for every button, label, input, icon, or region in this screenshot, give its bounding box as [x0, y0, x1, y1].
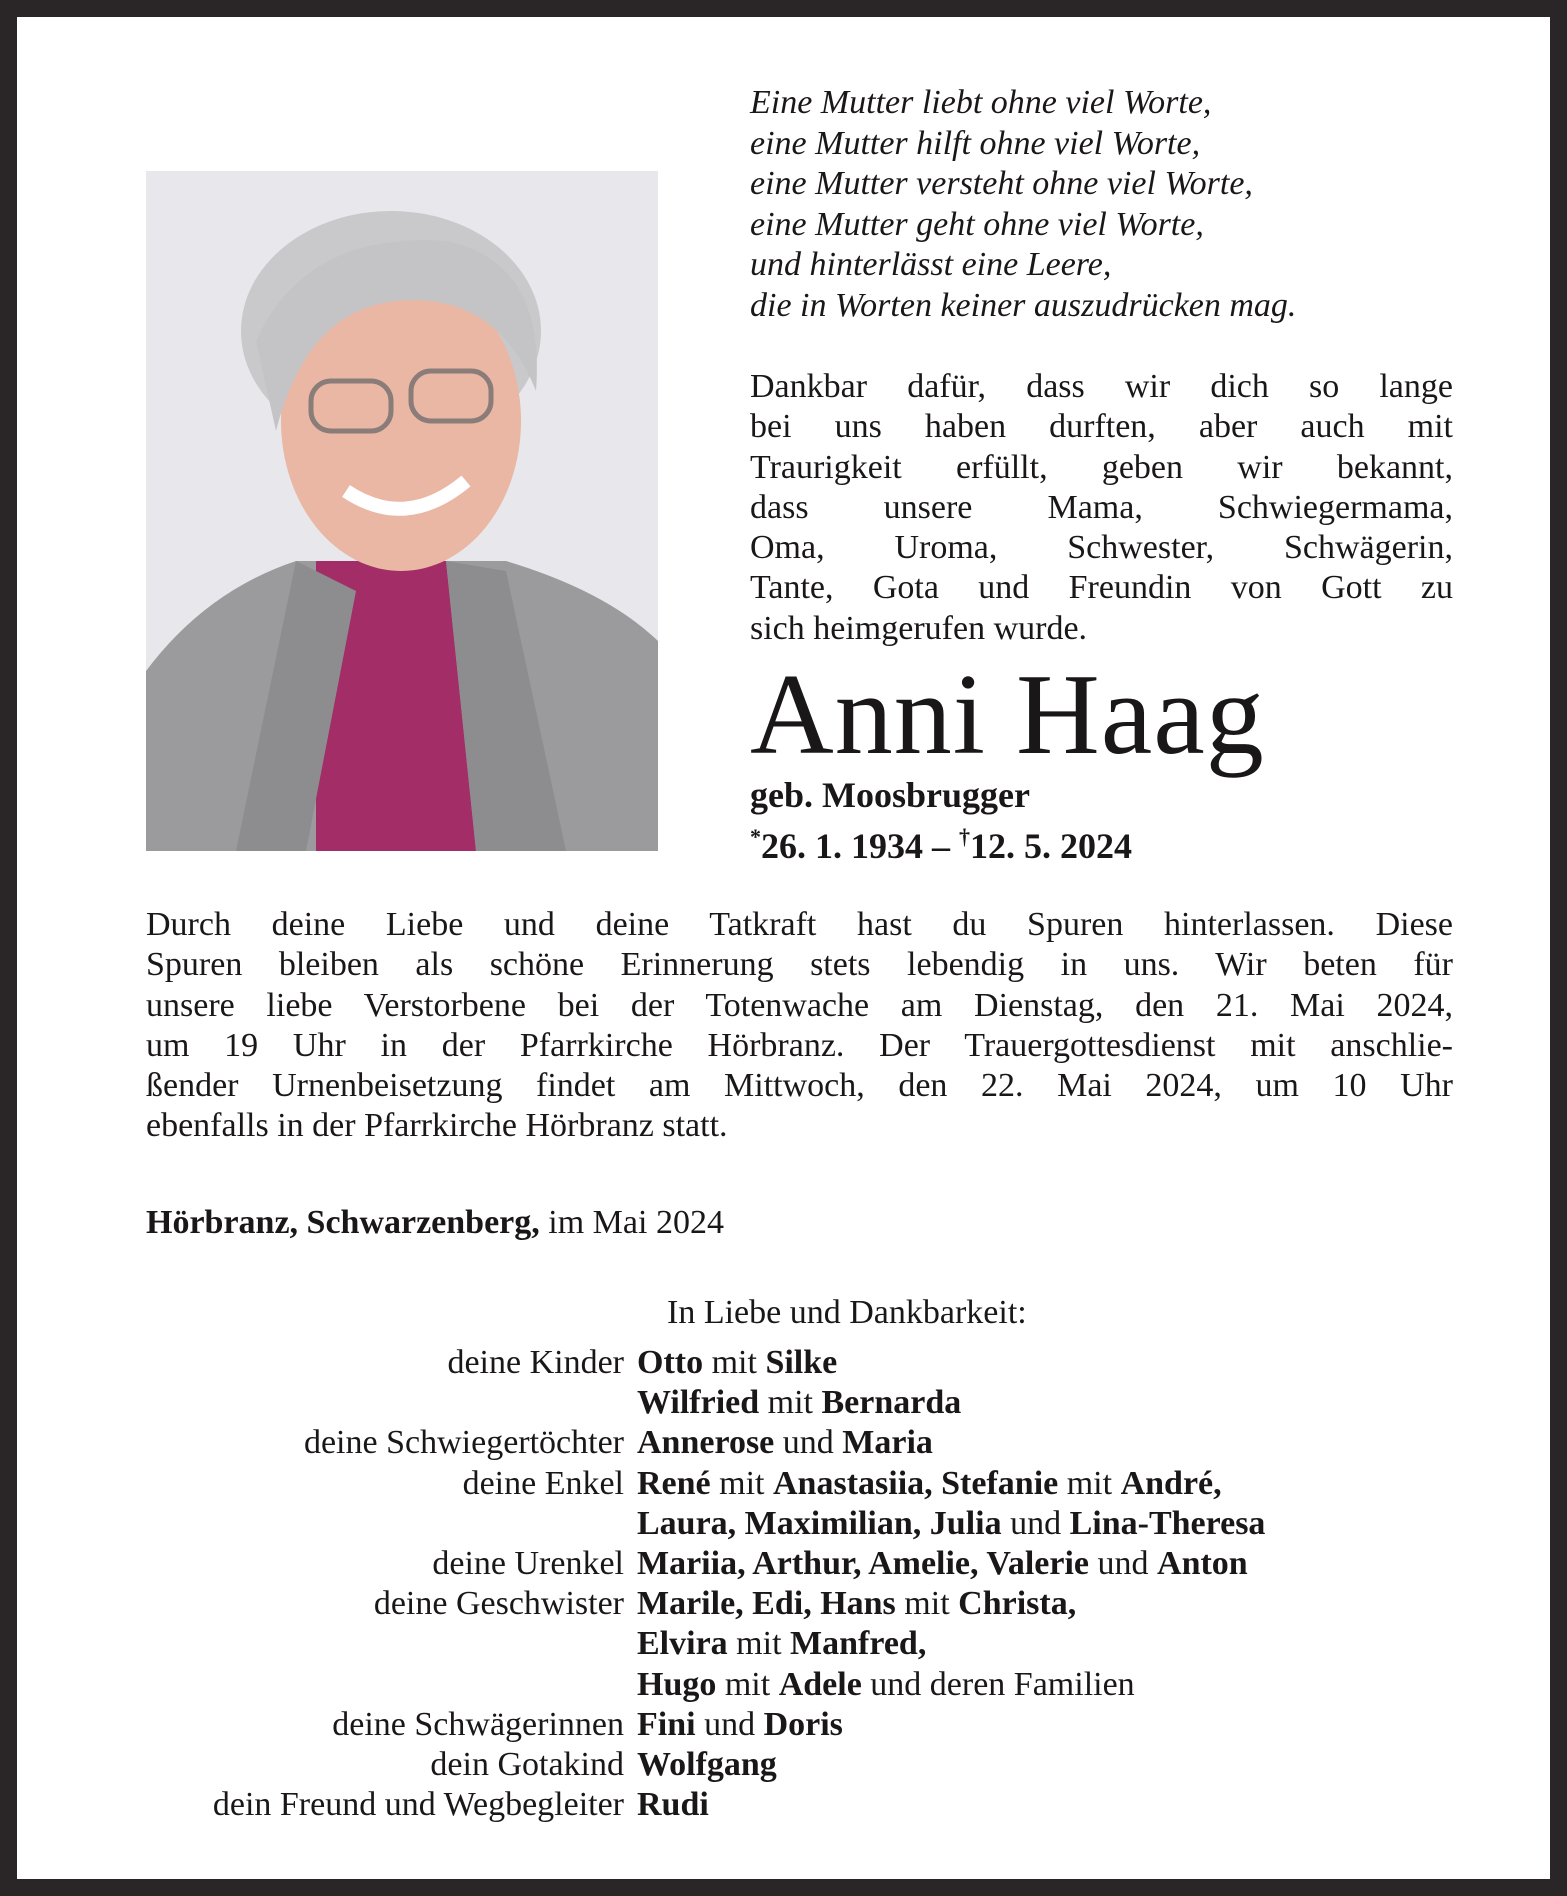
family-names — [637, 1383, 961, 1423]
family-row — [17, 1705, 1550, 1745]
person-name: Manfred, — [790, 1625, 927, 1663]
poem-line: eine Mutter hilft ohne viel Worte, — [750, 124, 1201, 162]
family-names — [637, 1705, 843, 1745]
person-name: Otto — [637, 1344, 704, 1381]
connector-text: und — [695, 1705, 764, 1743]
connector-text: und — [1089, 1544, 1158, 1582]
person-name: Wilfried — [637, 1384, 760, 1422]
thanks-heading: In Liebe und Dankbarkeit: — [667, 1294, 1027, 1331]
connector-text: mit — [759, 1384, 822, 1422]
person-name: Elvira — [637, 1625, 728, 1663]
person-name: Lina-Theresa — [1069, 1504, 1266, 1542]
person-name: Bernarda — [821, 1384, 962, 1422]
person-name: René — [637, 1464, 711, 1502]
connector-text: mit — [1058, 1464, 1121, 1502]
family-row — [17, 1624, 1550, 1664]
family-row — [17, 1745, 1550, 1785]
connector-text: und — [774, 1424, 843, 1462]
person-name: Marile, Edi, Hans — [637, 1585, 896, 1623]
obituary-page — [17, 17, 1550, 1879]
family-names — [637, 1464, 1222, 1504]
connector-text: mit — [895, 1585, 959, 1623]
text-line: bei uns haben durften, aber auch mit — [750, 408, 1453, 446]
family-row — [17, 1504, 1550, 1544]
person-name: Anastasiia, Stefanie — [773, 1464, 1059, 1502]
family-names — [637, 1665, 1135, 1705]
family-row — [17, 1343, 1550, 1383]
family-row — [17, 1464, 1550, 1504]
person-name: Anton — [1157, 1544, 1248, 1582]
text-line: dass unsere Mama, Schwiegermama, — [750, 488, 1453, 526]
family-names — [637, 1423, 933, 1463]
date: im Mai 2024 — [539, 1204, 724, 1241]
text-line: sich heimgerufen wurde. — [750, 609, 1088, 647]
text-line: ßender Urnenbeisetzung findet am Mittwoch, den 22. Mai 2024, um 10 Uhr — [146, 1067, 1453, 1105]
poem — [750, 83, 1296, 326]
person-name: Silke — [765, 1344, 838, 1381]
person-name: Laura, Maximilian, Julia — [637, 1504, 1002, 1542]
death-symbol: † — [959, 824, 970, 849]
relation-label — [17, 1383, 637, 1423]
person-name: Rudi — [637, 1786, 709, 1824]
deceased-name: Anni Haag — [750, 651, 1265, 779]
relation-label — [17, 1504, 637, 1544]
birth-symbol: * — [750, 824, 761, 849]
relation-label: deine Kinder — [447, 1344, 624, 1381]
family-names — [637, 1785, 709, 1825]
person-name: Maria — [842, 1424, 933, 1462]
text-line: ebenfalls in der Pfarrkirche Hörbranz statt. — [146, 1107, 728, 1145]
place-date — [146, 1203, 724, 1243]
connector-text: mit — [710, 1464, 773, 1502]
connector-text: mit — [703, 1344, 766, 1381]
family-names — [637, 1504, 1265, 1544]
person-name: Annerose — [637, 1424, 775, 1462]
family-row — [17, 1785, 1550, 1825]
person-name: Hugo — [637, 1665, 717, 1703]
relation-label: dein Freund und Wegbegleiter — [212, 1786, 624, 1824]
service-details — [146, 905, 1453, 1147]
maiden-name: geb. Moosbrugger — [750, 775, 1030, 815]
death-date: 12. 5. 2024 — [970, 826, 1132, 866]
connector-text: und deren Familien — [861, 1665, 1135, 1703]
family-row — [17, 1423, 1550, 1463]
poem-line: eine Mutter geht ohne viel Worte, — [750, 205, 1204, 243]
connector-text: mit — [727, 1625, 791, 1663]
relation-label: deine Urenkel — [432, 1544, 624, 1582]
relation-label — [17, 1624, 637, 1664]
person-name: Mariia, Arthur, Amelie, Valerie — [637, 1544, 1090, 1582]
relation-label — [17, 1665, 637, 1705]
poem-line: eine Mutter versteht ohne viel Worte, — [750, 165, 1253, 202]
person-name: Wolfgang — [637, 1745, 777, 1783]
family-names — [637, 1624, 926, 1664]
family-names — [637, 1584, 1076, 1624]
relation-label: deine Schwägerinnen — [332, 1705, 624, 1743]
text-line: um 19 Uhr in der Pfarrkirche Hörbranz. Der Trauergottesdienst mit anschlie- — [146, 1026, 1453, 1064]
announcement-text — [750, 367, 1453, 649]
text-line: Tante, Gota und Freundin von Gott zu — [750, 569, 1453, 607]
family-names — [637, 1544, 1248, 1584]
poem-line: die in Worten keiner auszudrücken mag. — [750, 286, 1297, 324]
text-line: unsere liebe Verstorbene bei der Totenwache am Dienstag, den 21. Mai 2024, — [146, 986, 1453, 1024]
poem-line: Eine Mutter liebt ohne viel Worte, — [750, 84, 1212, 121]
life-dates — [750, 817, 1132, 866]
text-line: Oma, Uroma, Schwester, Schwägerin, — [750, 529, 1453, 567]
relation-label: deine Enkel — [462, 1464, 624, 1502]
text-line: Traurigkeit erfüllt, geben wir bekannt, — [750, 448, 1453, 486]
family-names — [637, 1343, 837, 1383]
connector-text: mit — [716, 1665, 779, 1703]
person-name: Adele — [778, 1665, 862, 1703]
relation-label: deine Geschwister — [373, 1585, 624, 1623]
family-row — [17, 1665, 1550, 1705]
date-separator: – — [923, 826, 959, 866]
birth-date: 26. 1. 1934 — [761, 826, 923, 866]
person-name: André, — [1120, 1464, 1222, 1502]
text-line: Spuren bleiben als schöne Erinnerung stets lebendig in uns. Wir beten für — [146, 946, 1453, 984]
poem-line: und hinterlässt eine Leere, — [750, 246, 1112, 283]
person-name: Christa, — [958, 1585, 1077, 1623]
relation-label: deine Schwiegertöchter — [303, 1424, 624, 1462]
relation-label: dein Gotakind — [430, 1745, 624, 1783]
family-row — [17, 1584, 1550, 1624]
person-name: Fini — [637, 1705, 696, 1743]
text-line: Dankbar dafür, dass wir dich so lange — [750, 368, 1453, 405]
family-list — [17, 1343, 1550, 1825]
portrait-photo — [146, 171, 658, 851]
family-row — [17, 1383, 1550, 1423]
person-name: Doris — [763, 1705, 843, 1743]
family-row — [17, 1544, 1550, 1584]
family-names — [637, 1745, 777, 1785]
towns: Hörbranz, Schwarzenberg, — [146, 1204, 540, 1241]
connector-text: und — [1001, 1504, 1070, 1542]
text-line: Durch deine Liebe und deine Tatkraft hast du Spuren hinterlassen. Diese — [146, 906, 1453, 943]
